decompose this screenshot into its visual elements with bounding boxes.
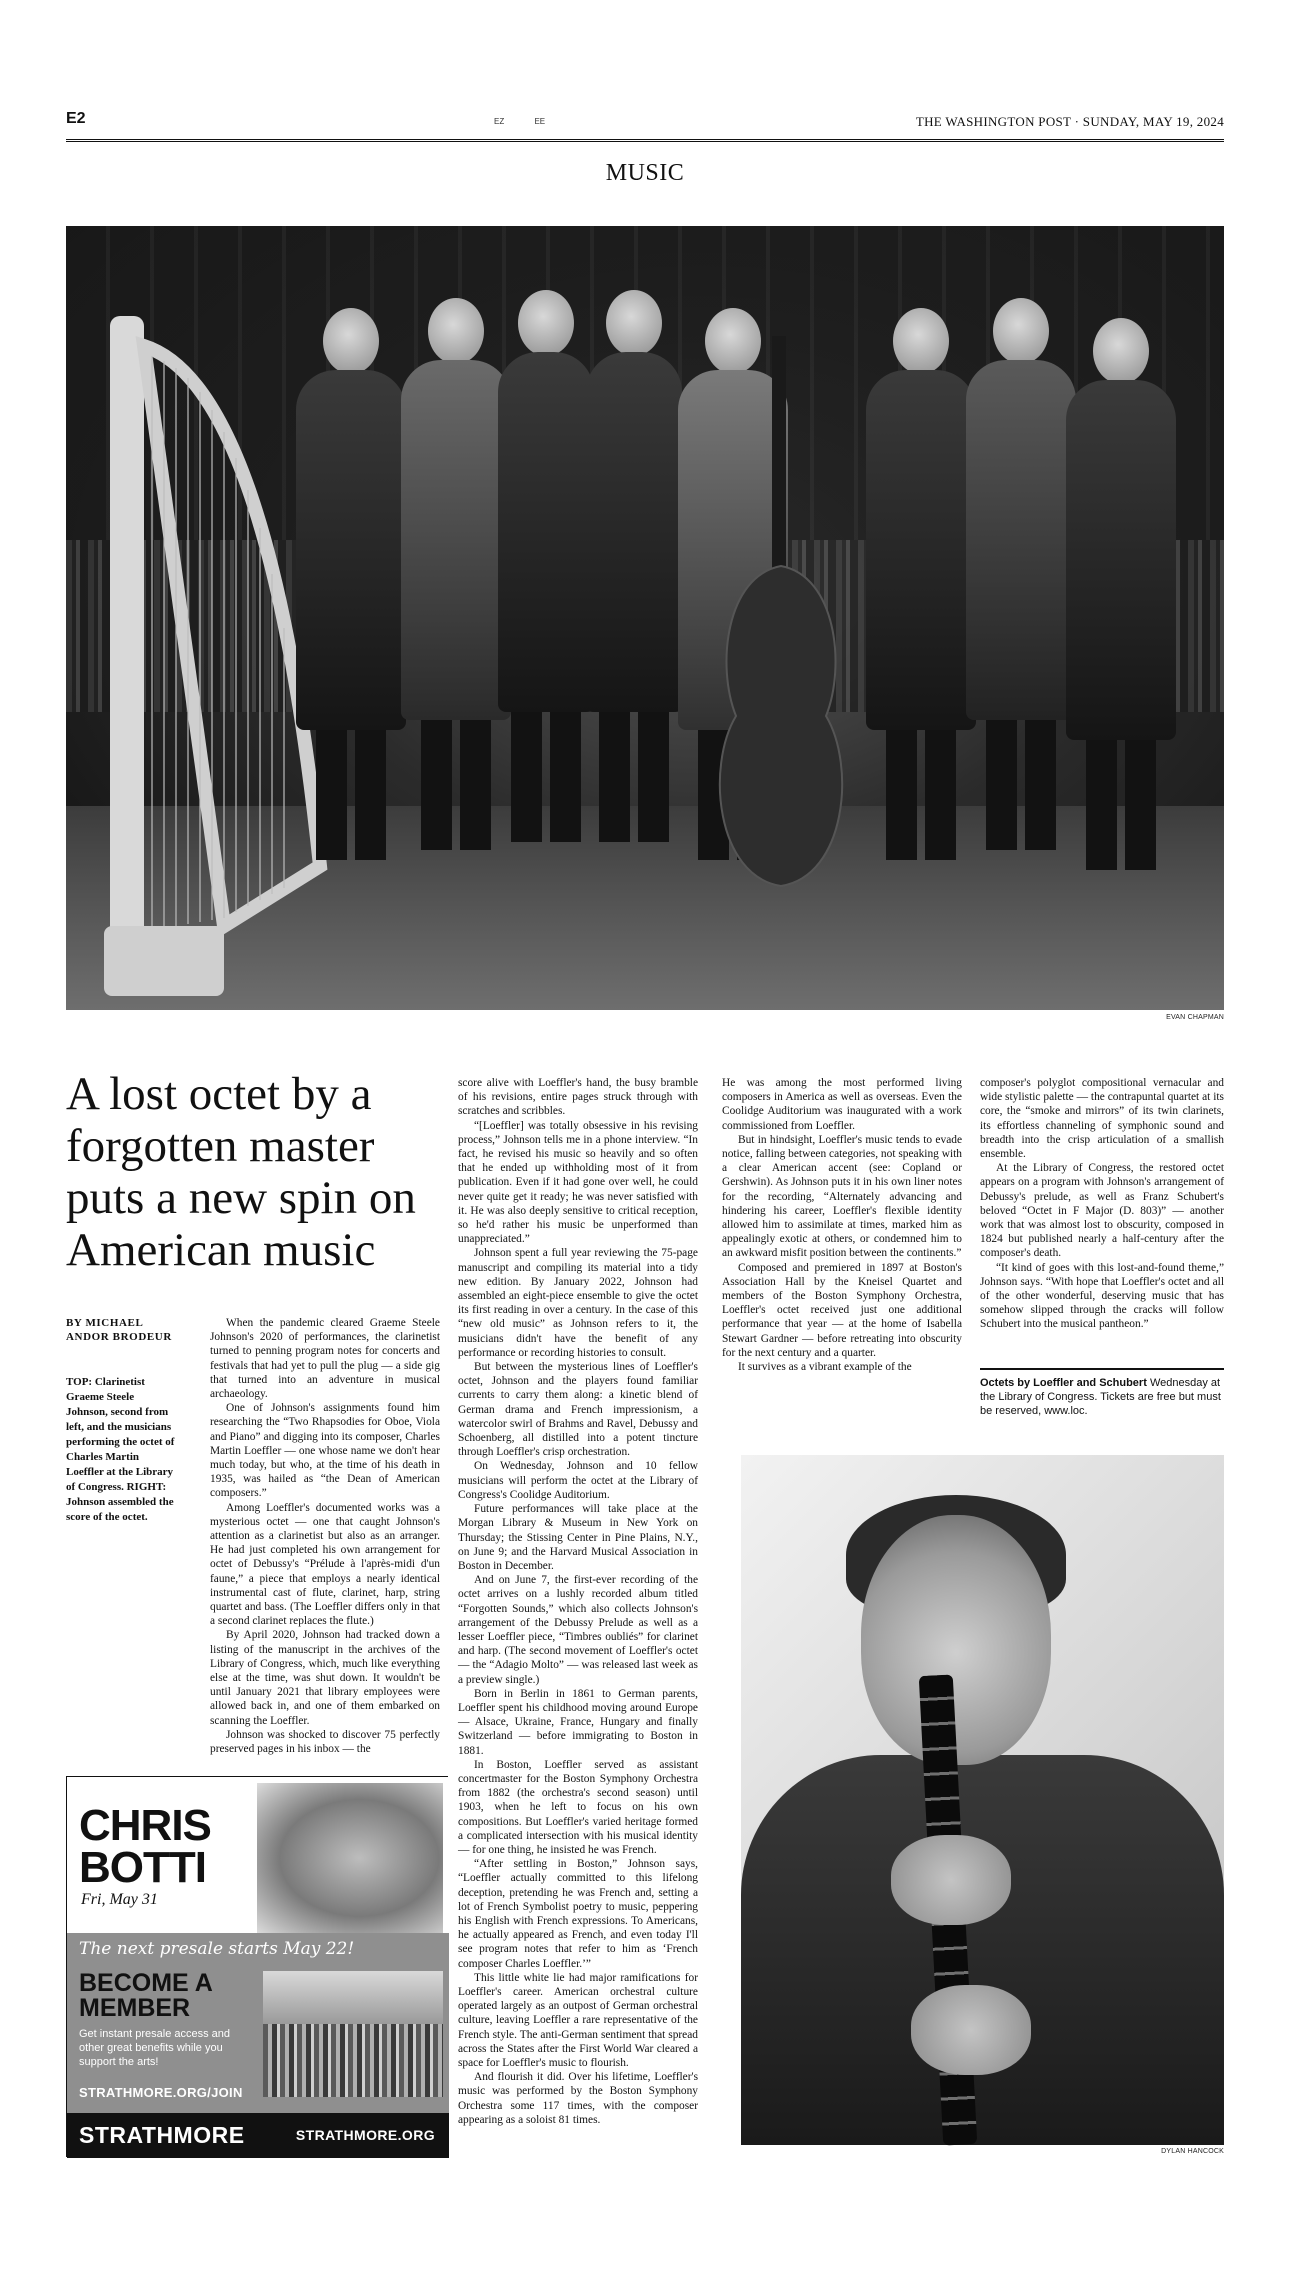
ensemble-photo (66, 226, 1224, 1010)
infobox-text: Wednesday at the Library of Congress. Tickets are free but must be reserved, www.loc. (980, 1377, 1221, 1417)
paragraph: “[Loeffler] was totally obsessive in his revising process,” Johnson tells me in a phone interview. “In fact, he revised his music so heavily and so often that he ended up withholding most of it from publication. Even if it had gone over well, he could never quite get it ready; he was never satisfied with it. He was also deeply sensitive to critical reception, so he'd rather his music be unperformed than unappreciated.” (458, 1119, 698, 1246)
section-label: MUSIC (605, 160, 685, 186)
musician-figure (866, 308, 976, 860)
strathmore-advertisement[interactable] (66, 1776, 448, 2157)
double-bass-illustration (706, 336, 856, 896)
paragraph: At the Library of Congress, the restored octet appears on a program with Johnson's arrangement of Debussy's prelude, as well as Franz Schubert's beloved “Octet in F Major (D. 803)” — another work that was almost lost to obscurity, composed in 1824 but published nearly a half-century after the composer's death. (980, 1162, 1224, 1260)
paragraph: Composed and premiered in 1897 at Boston's Association Hall by the Kneisel Quartet and members of the Boston Symphony Orchestra, Loeffler's octet received just one additional performance that year — at the home of Isabella Stewart Gardner — before retreating into obscurity for the next century and a quarter. (722, 1261, 962, 1359)
ad-performer-portrait (257, 1783, 443, 1933)
ad-brand-bar (67, 2113, 449, 2158)
ad-brand-logo: STRATHMORE (79, 2122, 245, 2148)
edition-code: EZ (494, 117, 505, 126)
dateline: THE WASHINGTON POST · SUNDAY, MAY 19, 2024 (915, 114, 1224, 129)
ad-benefits-text: Get instant presale access and other great benefits while you support the arts! (79, 2028, 231, 2068)
paragraph: Johnson spent a full year reviewing the 75-page manuscript and compiling its material into a tidy new edition. By January 2022, Johnson had assembled an eight-piece ensemble to give the octet its first reading in over a century. In the case of this “new old music” as Johnson refers to it, the musicians didn't have the benefit of any performance or recording histories to consult. (458, 1247, 698, 1359)
ad-presale-text: The next presale starts May 22! (79, 1939, 355, 1959)
paragraph: This little white lie had major ramifications for Loeffler's career. American orchestral culture operated largely as an outpost of German orchestral culture, leaving Loeffler a rare representative of the French style. The anti-German sentiment that spread across the States after the First World War cleared a space for Loeffler's music to flourish. (458, 1971, 698, 2070)
photo-face (861, 1515, 1051, 1765)
ad-headline-panel (67, 1777, 449, 1933)
photo-cutline: TOP: Clarinetist Graeme Steele Johnson, second from left, and the musicians performing the octet of Charles Martin Loeffler at the Library of Congress. RIGHT: Johnson assembled the score of the octet. (66, 1376, 175, 1523)
paragraph: In Boston, Loeffler served as assistant concertmaster for the Boston Symphony Orchestra from 1882 (the orchestra's second season) until 1903, when he left to focus on his own compositions. But Loeffler's varied heritage formed a complicated intersection with his musical identity — for one thing, he insisted he was French. (458, 1758, 698, 1856)
byline-author: MICHAEL ANDOR BRODEUR (66, 1317, 172, 1343)
paragraph: One of Johnson's assignments found him researching the “Two Rhapsodies for Oboe, Viola and Piano” and digging into its composer, Charles Martin Loeffler — one whose name we don't hear much today, but who, at the time of his death in 1935, was hailed as “the Dean of American composers.” (210, 1402, 440, 1500)
ad-date: Fri, May 31 (81, 1891, 158, 1908)
paragraph: Johnson was shocked to discover 75 perfectly preserved pages in his inbox — the (210, 1728, 440, 1756)
ad-member-line: MEMBER (79, 1994, 191, 2022)
article-column-1 (210, 1316, 440, 1756)
photo-credit: EVAN CHAPMAN (1166, 1014, 1224, 1021)
photo-hand (911, 1985, 1031, 2075)
musician-figure (586, 290, 682, 842)
clarinetist-photo (741, 1455, 1224, 2145)
musician-figure (498, 290, 594, 842)
article-headline: A lost octet by a forgotten master puts a new spin on American music (66, 1068, 416, 1276)
paragraph: He was among the most performed living composers in America as well as overseas. Even the Coolidge Auditorium was inaugurated with a work commissioned from Loeffler. (722, 1077, 962, 1132)
paragraph: On Wednesday, Johnson and 10 fellow musicians will perform the octet at the Library of Congress's Coolidge Auditorium. (458, 1460, 698, 1501)
photo-hand (891, 1835, 1011, 1925)
article-column-4 (980, 1076, 1224, 1376)
ad-title-line: CHRIS (79, 1801, 211, 1850)
paragraph: composer's polyglot compositional vernacular and wide stylistic palette — the contrapuntal quartet at its core, the “smoke and mirrors” of its twin clarinets, its effortless channeling of symphonic sound and breadth into the crisp articulation of a smallish ensemble. (980, 1077, 1224, 1161)
event-infobox (980, 1368, 1224, 1418)
byline (66, 1316, 186, 1344)
edition-code: EE (534, 117, 546, 126)
ad-member-line: BECOME A (79, 1969, 213, 1997)
paragraph: “It kind of goes with this lost-and-found theme,” Johnson says. “With hope that Loeffler's octet and all of the other wonderful, deserving music that has somehow slipped through the cracks will follow Schubert into the musical pantheon.” (980, 1261, 1224, 1331)
musician-figure (296, 308, 406, 860)
paragraph: Future performances will take place at the Morgan Library & Museum in New York on Thursday; the Stissing Center in Pine Plains, N.Y., on June 9; and the Harvard Musical Association in Boston in December. (458, 1503, 698, 1572)
ad-title-line: BOTTI (79, 1843, 206, 1892)
masthead (66, 108, 1224, 142)
paragraph: And on June 7, the first-ever recording of the octet arrives on a lushly recorded album titled “Forgotten Sounds,” which also collects Johnson's arrangement of the Debussy Prelude as well as a lesser Loeffler piece, “Timbres oubliés” for clarinet and harp. (The second movement of Loeffler's octet — the “Adagio Molto” — was released last week as a preview single.) (458, 1574, 698, 1686)
ad-join-link[interactable]: STRATHMORE.ORG/JOIN (79, 2085, 243, 2100)
paragraph: Born in Berlin in 1861 to German parents, Loeffler spent his childhood moving around Europe — Alsace, Ukraine, France, Hungary and finally Switzerland — before immigrating to Boston in 1881. (458, 1687, 698, 1757)
ad-member-heading (79, 1971, 213, 2021)
musician-figure (401, 298, 511, 850)
paragraph: score alive with Loeffler's hand, the busy bramble of his revisions, entire pages struck through with scratches and scribbles. (458, 1077, 698, 1118)
paragraph: Among Loeffler's documented works was a mysterious octet — one that caught Johnson's attention as a clarinetist but also as an arranger. He had just completed his own arrangement for octet of Debussy's “Prélude à l'après-midi d'un faune,” a piece that employs a nearly identical instrumental cast of flute, clarinet, harp, string quartet and bass. (The Loeffler differs only in that a second clarinet replaces the flute.) (210, 1501, 440, 1628)
paragraph: It survives as a vibrant example of the (738, 1361, 912, 1374)
ad-membership-panel (67, 1933, 449, 2113)
ad-crowd-photo (263, 1971, 443, 2097)
ad-brand-link[interactable]: STRATHMORE.ORG (295, 2127, 435, 2143)
paragraph: But between the mysterious lines of Loeffler's octet, Johnson and the players found familiar currents to carry them along: a kinetic blend of German drama and French impressionism, a watercolor swirl of Brahms and Ravel, Debussy and Schoenberg, all distilled into a potent tincture through Loeffler's crisp orchestration. (458, 1361, 698, 1459)
article-column-3 (722, 1076, 962, 1416)
photo-shirt (741, 1755, 1224, 2145)
paragraph: “After settling in Boston,” Johnson says, “Loeffler actually committed to this lifelong deception, pretending he was French and, setting a lot of French Symbolist poetry to music, peppering his English with French expressions. To Americans, he actually appeared as French, and even today I'll see program notes that refer to him as ‘French composer Charles Loeffler.’” (458, 1858, 698, 1970)
byline-prefix: BY (66, 1317, 83, 1329)
edition-codes (494, 117, 573, 126)
musician-figure (966, 298, 1076, 850)
article-column-2 (458, 1076, 698, 2162)
infobox-title: Octets by Loeffler and Schubert (980, 1377, 1147, 1389)
paragraph: And flourish it did. Over his lifetime, Loeffler's music was performed by the Boston Symphony Orchestra some 117 times, with the composer appearing as a soloist 81 times. (458, 2071, 698, 2126)
paragraph: When the pandemic cleared Graeme Steele Johnson's 2020 of performances, the clarinetist turned to penning program notes for concerts and festivals that had yet to pull the plug — a side gig that turned into an adventure in musical archaeology. (210, 1317, 440, 1401)
musician-figure (1066, 318, 1176, 870)
ad-performer-name (79, 1801, 211, 1892)
paragraph: By April 2020, Johnson had tracked down a listing of the manuscript in the archives of the Library of Congress, which, much like everything else at the time, was shut down. It wouldn't be until January 2021 that library employees were allowed back in, and one of them embarked on scanning the Loeffler. (210, 1629, 440, 1727)
photo-credit: DYLAN HANCOCK (1161, 2148, 1224, 2155)
paragraph: But in hindsight, Loeffler's music tends to evade notice, falling between categories, not speaking with a clear American accent (see: Copland or Gershwin). As Johnson puts it in his own liner notes for the recording, “Alternately advancing and hindering his career, Loeffler's flexible identity allowed him to assimilate at times, marked him as appealingly exotic at others, or condemned him to an awkward misfit position between the continents.” (722, 1133, 962, 1260)
page-number: E2 (66, 110, 86, 127)
